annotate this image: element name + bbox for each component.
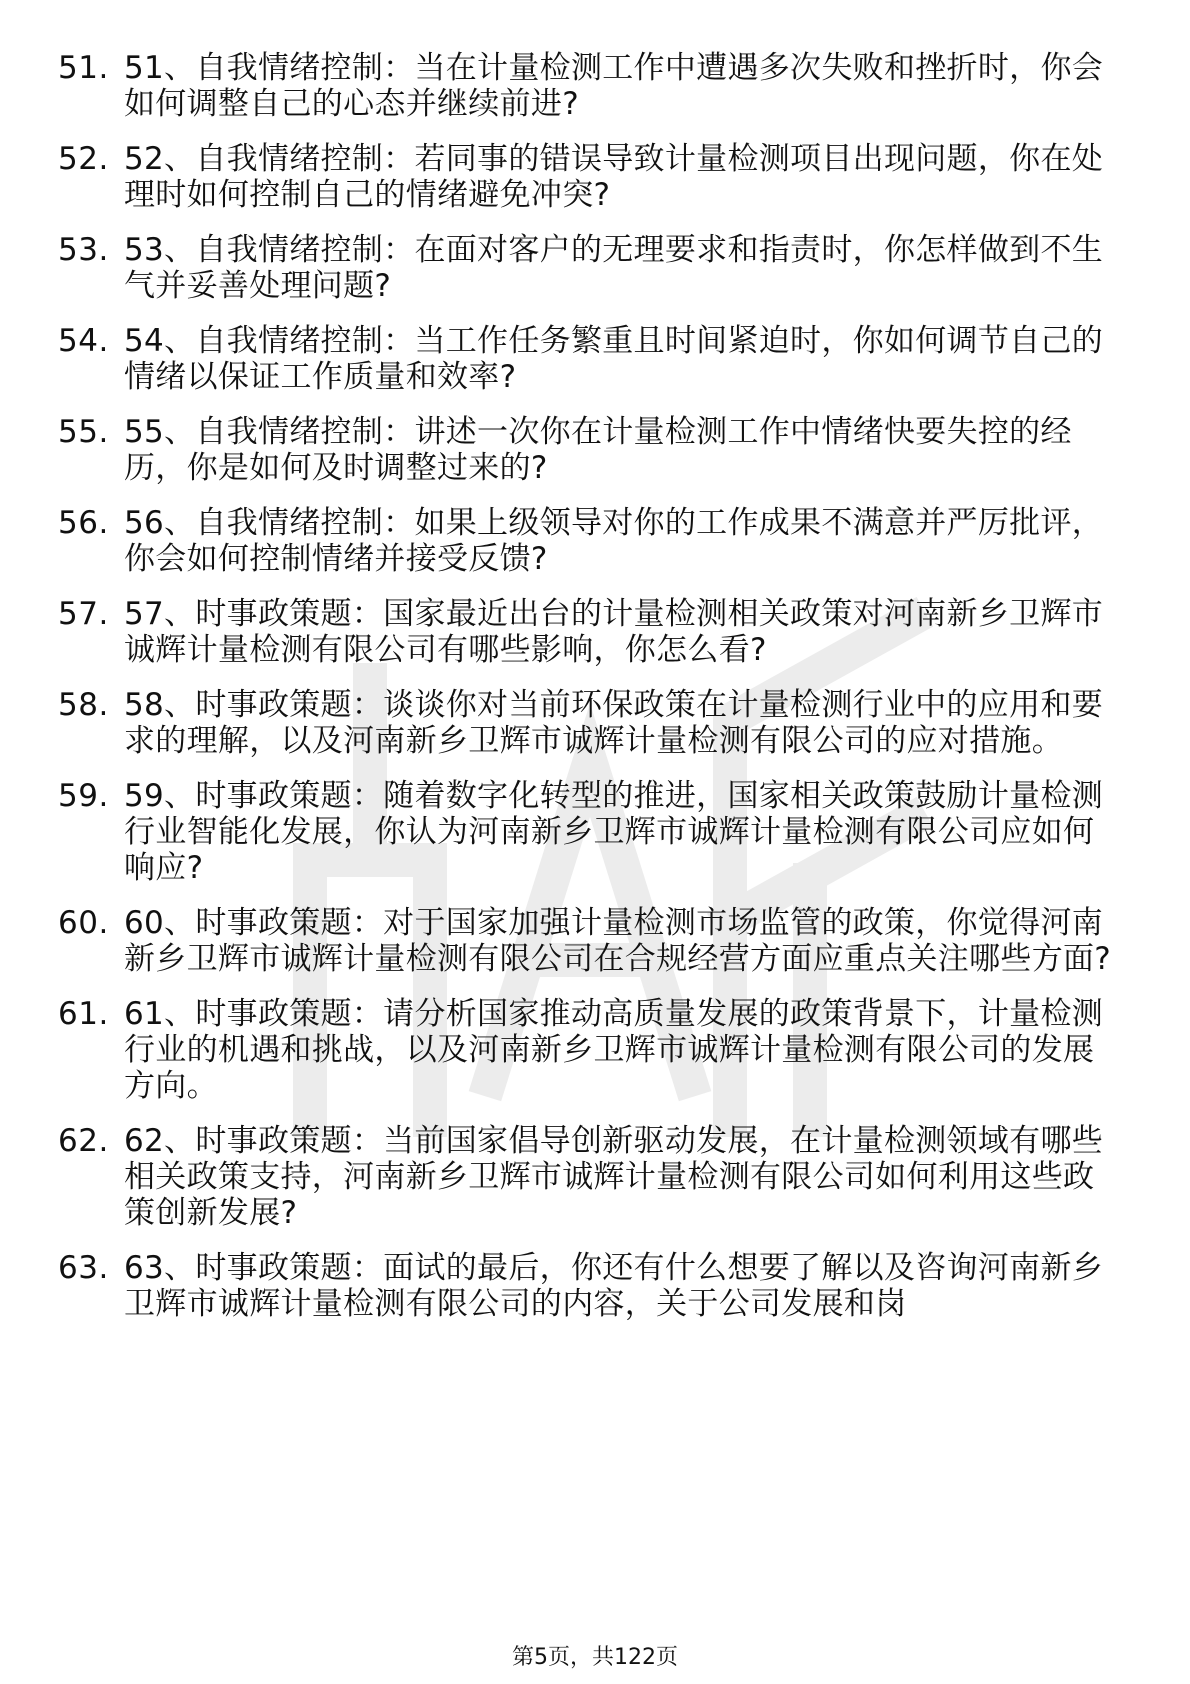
item-text: 53、自我情绪控制：在面对客户的无理要求和指责时，你怎样做到不生气并妥善处理问题? bbox=[124, 232, 1104, 304]
item-text: 60、时事政策题：对于国家加强计量检测市场监管的政策，你觉得河南新乡卫辉市诚辉计量检测有限公司在合规经营方面应重点关注哪些方面? bbox=[124, 905, 1112, 977]
item-number: 61. bbox=[58, 996, 109, 1032]
list-item bbox=[58, 232, 1118, 304]
list-item bbox=[58, 505, 1118, 577]
list-item bbox=[58, 414, 1118, 486]
item-text: 58、时事政策题：谈谈你对当前环保政策在计量检测行业中的应用和要求的理解，以及河南新乡卫辉市诚辉计量检测有限公司的应对措施。 bbox=[124, 687, 1104, 759]
item-number: 62. bbox=[58, 1123, 109, 1159]
list-item bbox=[58, 996, 1118, 1104]
list-item bbox=[58, 596, 1118, 668]
item-number: 59. bbox=[58, 778, 109, 814]
item-number: 54. bbox=[58, 323, 109, 359]
item-text: 59、时事政策题：随着数字化转型的推进，国家相关政策鼓励计量检测行业智能化发展，你认为河南新乡卫辉市诚辉计量检测有限公司应如何响应? bbox=[124, 778, 1104, 886]
list-item bbox=[58, 50, 1118, 122]
list-item bbox=[58, 687, 1118, 759]
item-text: 51、自我情绪控制：当在计量检测工作中遭遇多次失败和挫折时，你会如何调整自己的心态并继续前进? bbox=[124, 50, 1104, 122]
item-number: 58. bbox=[58, 687, 109, 723]
list-item bbox=[58, 1250, 1118, 1322]
item-text: 56、自我情绪控制：如果上级领导对你的工作成果不满意并严厉批评，你会如何控制情绪并接受反馈? bbox=[124, 505, 1104, 577]
item-text: 54、自我情绪控制：当工作任务繁重且时间紧迫时，你如何调节自己的情绪以保证工作质量和效率? bbox=[124, 323, 1104, 395]
item-number: 57. bbox=[58, 596, 109, 632]
question-list bbox=[58, 50, 1118, 1341]
list-item bbox=[58, 141, 1118, 213]
item-text: 61、时事政策题：请分析国家推动高质量发展的政策背景下，计量检测行业的机遇和挑战，以及河南新乡卫辉市诚辉计量检测有限公司的发展方向。 bbox=[124, 996, 1104, 1104]
item-number: 56. bbox=[58, 505, 109, 541]
item-number: 53. bbox=[58, 232, 109, 268]
item-text: 63、时事政策题：面试的最后，你还有什么想要了解以及咨询河南新乡卫辉市诚辉计量检测有限公司的内容，关于公司发展和岗 bbox=[124, 1250, 1104, 1322]
item-number: 60. bbox=[58, 905, 109, 941]
list-item bbox=[58, 323, 1118, 395]
item-text: 62、时事政策题：当前国家倡导创新驱动发展，在计量检测领域有哪些相关政策支持，河南新乡卫辉市诚辉计量检测有限公司如何利用这些政策创新发展? bbox=[124, 1123, 1104, 1231]
list-item bbox=[58, 778, 1118, 886]
item-number: 63. bbox=[58, 1250, 109, 1286]
page-footer: 第5页，共122页 bbox=[512, 1645, 678, 1670]
item-text: 52、自我情绪控制：若同事的错误导致计量检测项目出现问题，你在处理时如何控制自己的情绪避免冲突? bbox=[124, 141, 1104, 213]
list-item bbox=[58, 905, 1118, 977]
item-number: 55. bbox=[58, 414, 109, 450]
item-text: 55、自我情绪控制：讲述一次你在计量检测工作中情绪快要失控的经历，你是如何及时调整过来的? bbox=[124, 414, 1072, 486]
item-number: 51. bbox=[58, 50, 109, 86]
list-item bbox=[58, 1123, 1118, 1231]
item-number: 52. bbox=[58, 141, 109, 177]
item-text: 57、时事政策题：国家最近出台的计量检测相关政策对河南新乡卫辉市诚辉计量检测有限公司有哪些影响，你怎么看? bbox=[124, 596, 1104, 668]
